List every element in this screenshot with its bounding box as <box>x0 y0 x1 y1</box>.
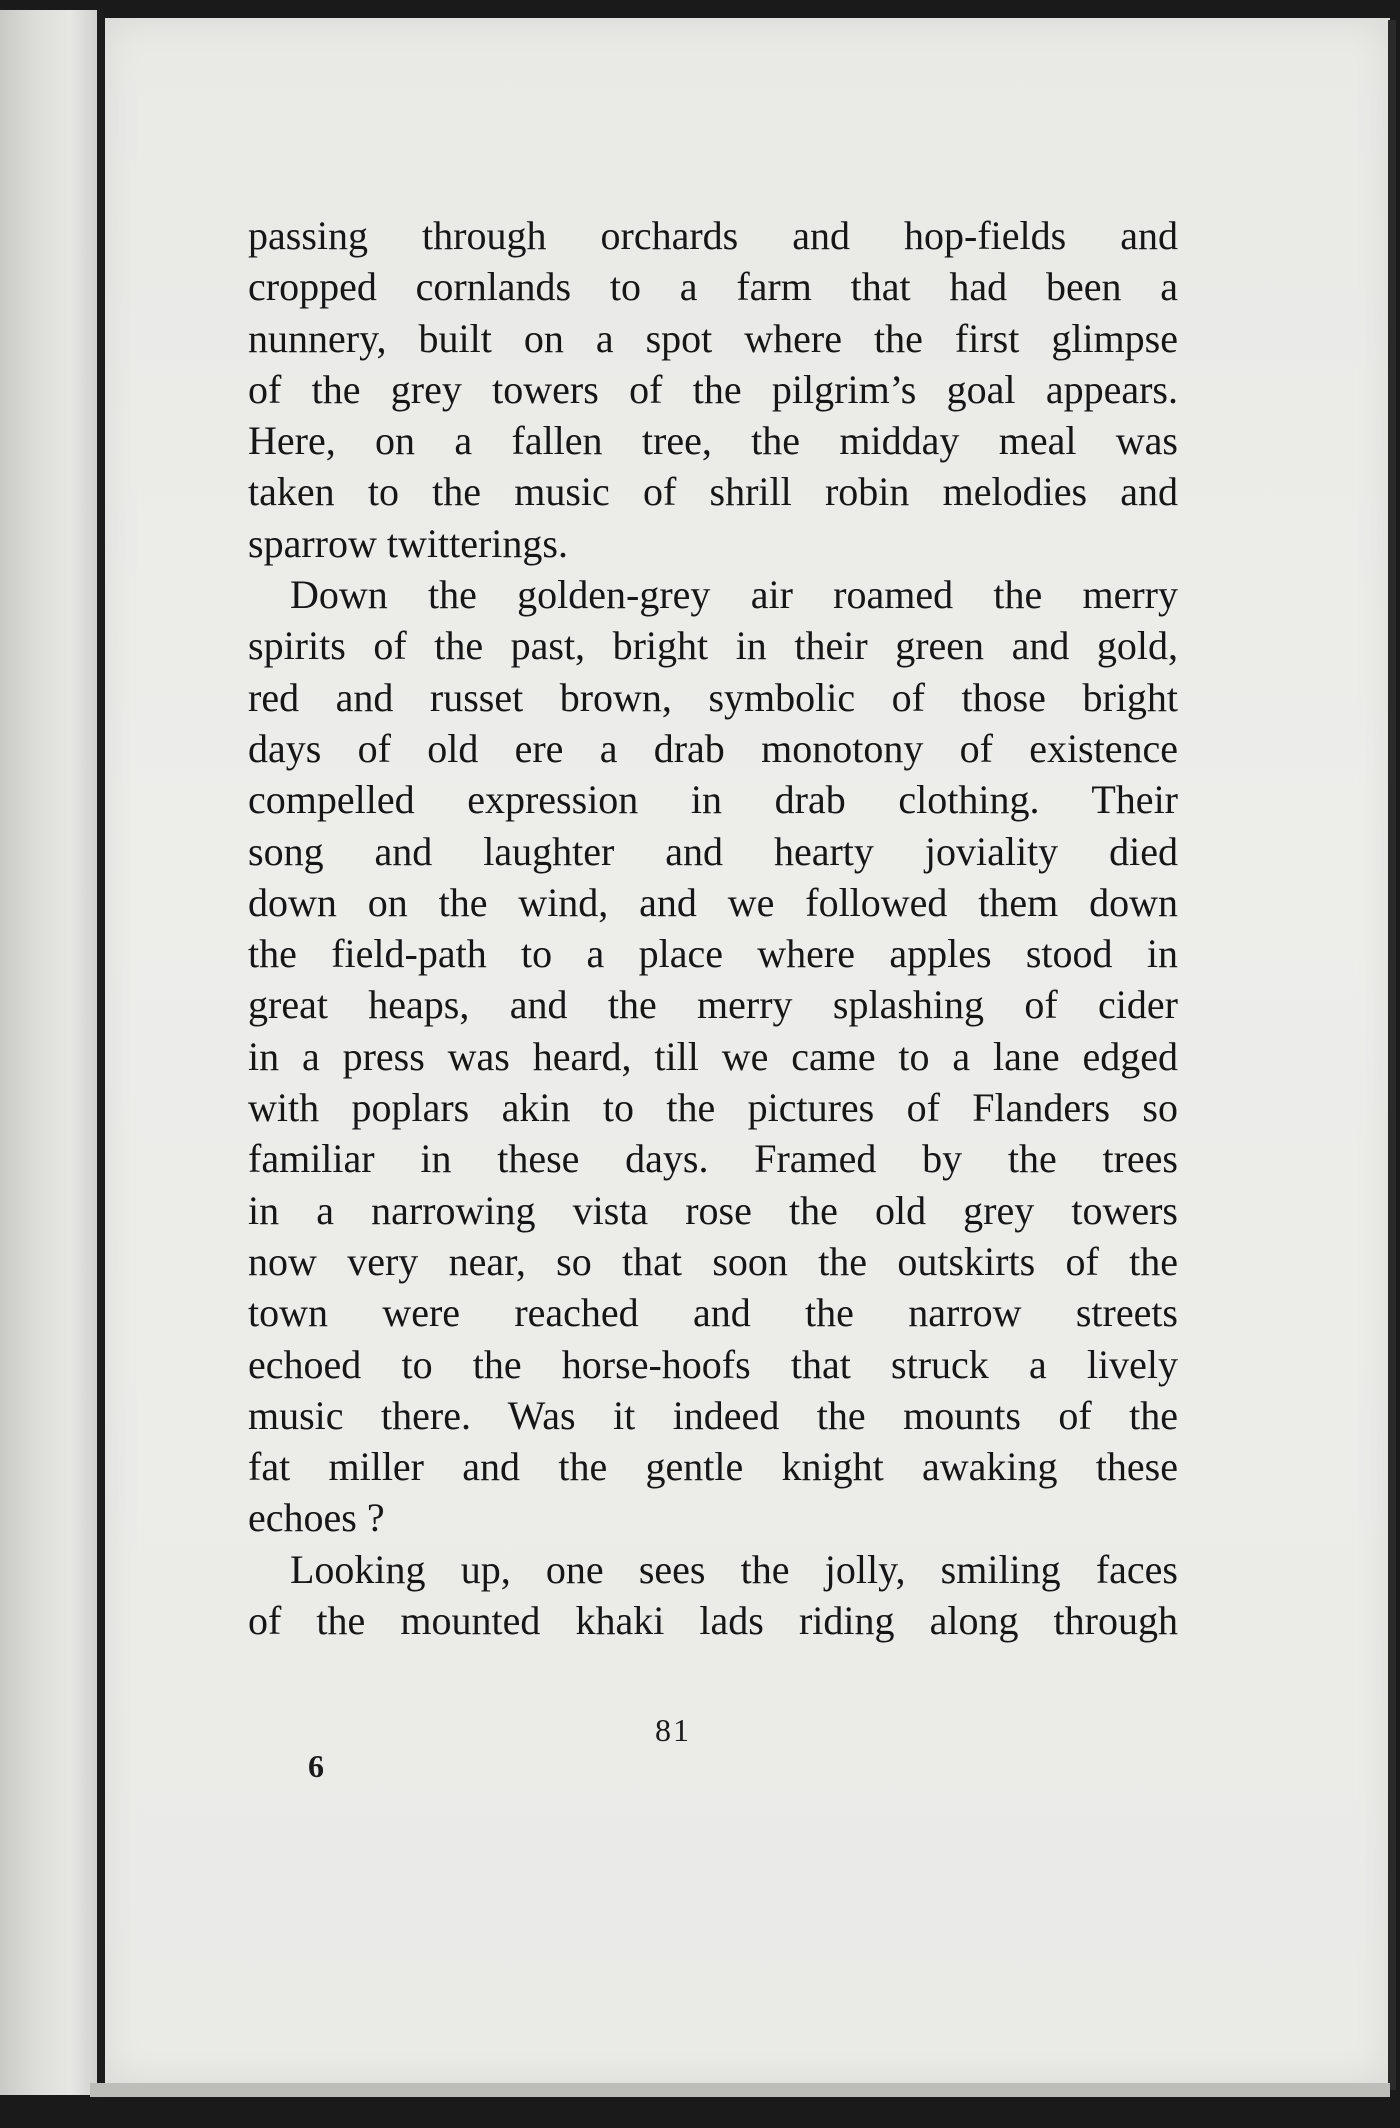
text-line: Here, on a fallen tree, the midday meal was <box>248 418 1178 464</box>
text-line: nunnery, built on a spot where the first glimpse <box>248 315 1178 361</box>
page-right-edge <box>1388 20 1396 2090</box>
text-line: in a narrowing vista rose the old grey towers <box>248 1187 1178 1233</box>
text-line: familiar in these days. Framed by the trees <box>248 1136 1178 1182</box>
text-line: with poplars akin to the pictures of Flanders so <box>248 1085 1178 1131</box>
text-line: echoes ? <box>248 1495 385 1541</box>
text-line: Down the golden-grey air roamed the merry <box>290 572 1178 618</box>
text-line: cropped cornlands to a farm that had been a <box>248 264 1178 310</box>
book-spine <box>97 8 105 2098</box>
text-line: Looking up, one sees the jolly, smiling faces <box>290 1546 1178 1592</box>
text-line: of the mounted khaki lads riding along through <box>248 1598 1178 1644</box>
text-line: now very near, so that soon the outskirts of the <box>248 1238 1178 1284</box>
facing-page-edge <box>0 10 100 2095</box>
page-bottom-edge <box>90 2083 1390 2097</box>
page-number: 81 <box>655 1712 691 1748</box>
text-line: song and laughter and hearty joviality died <box>248 828 1178 874</box>
signature-mark: 6 <box>308 1748 324 1784</box>
text-line: red and russet brown, symbolic of those bright <box>248 674 1178 720</box>
text-line: the field-path to a place where apples stood in <box>248 931 1178 977</box>
text-line: great heaps, and the merry splashing of cider <box>248 982 1178 1028</box>
text-line: echoed to the horse-hoofs that struck a lively <box>248 1341 1178 1387</box>
text-line: in a press was heard, till we came to a lane edged <box>248 1033 1178 1079</box>
text-line: music there. Was it indeed the mounts of the <box>248 1392 1178 1438</box>
text-line: fat miller and the gentle knight awaking these <box>248 1444 1178 1490</box>
text-line: days of old ere a drab monotony of existence <box>248 725 1178 771</box>
text-line: compelled expression in drab clothing. Their <box>248 777 1178 823</box>
text-line: sparrow twitterings. <box>248 520 568 566</box>
text-line: passing through orchards and hop-fields and <box>248 213 1178 258</box>
text-line: spirits of the past, bright in their green and gold, <box>248 623 1178 669</box>
text-line: town were reached and the narrow streets <box>248 1290 1178 1336</box>
text-line: down on the wind, and we followed them down <box>248 879 1178 925</box>
text-line: taken to the music of shrill robin melodies and <box>248 469 1178 515</box>
body-text <box>248 210 1178 1646</box>
text-line: of the grey towers of the pilgrim’s goal appears. <box>248 366 1178 412</box>
